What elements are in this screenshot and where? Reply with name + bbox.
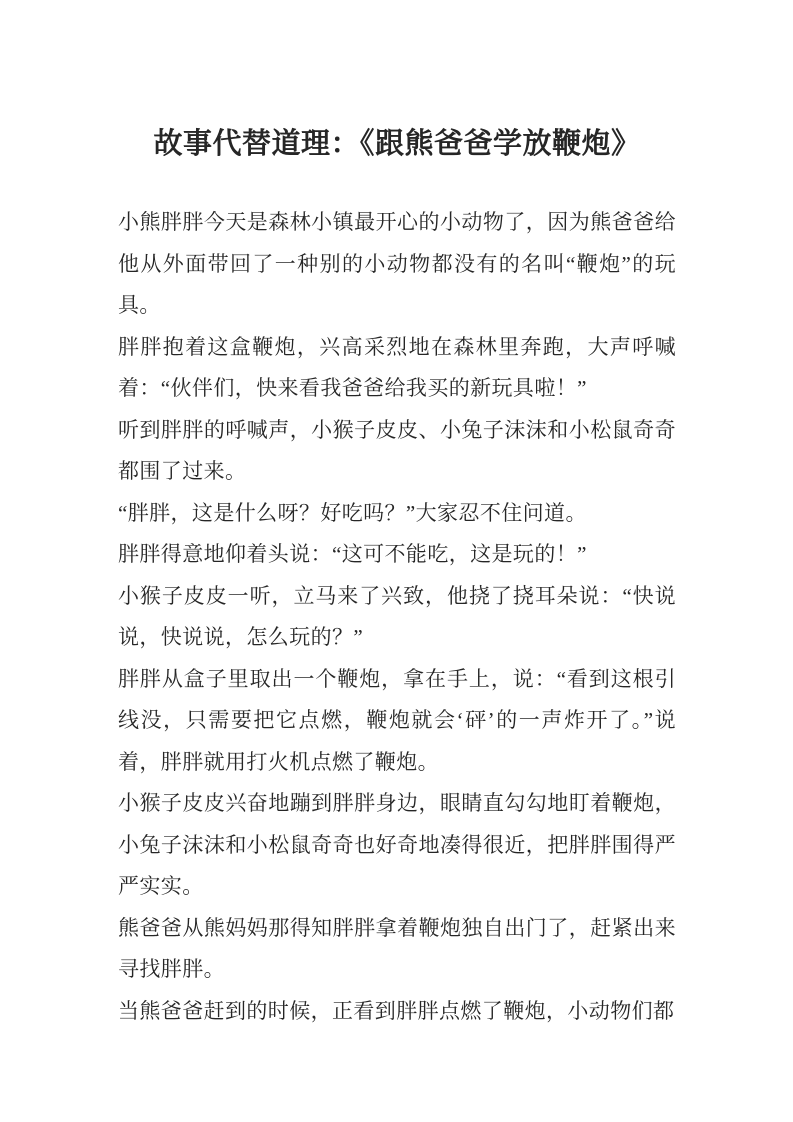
document-title: 故事代替道理：《跟熊爸爸学放鞭炮》 xyxy=(153,128,641,160)
paragraph-1: 小熊胖胖今天是森林小镇最开心的小动物了，因为熊爸爸给他从外面带回了一种别的小动物都没有的名叫“鞭炮”的玩具。 xyxy=(118,210,676,317)
paragraph-2: 胖胖抱着这盒鞭炮，兴高采烈地在森林里奔跑，大声呼喊着：“伙伴们，快来看我爸爸给我买的新玩具啦！” xyxy=(118,334,676,400)
paragraph-5: 胖胖得意地仰着头说：“这可不能吃，这是玩的！” xyxy=(118,542,587,566)
paragraph-9: 熊爸爸从熊妈妈那得知胖胖拿着鞭炮独自出门了，赶紧出来寻找胖胖。 xyxy=(118,915,676,981)
document-body xyxy=(118,202,676,1032)
paragraph-6: 小猴子皮皮一听，立马来了兴致，他挠了挠耳朵说：“快说说，快说说，怎么玩的？” xyxy=(118,583,676,649)
paragraph-7: 胖胖从盒子里取出一个鞭炮，拿在手上，说：“看到这根引线没，只需要把它点燃，鞭炮就会‘砰’的一声炸开了。”说着，胖胖就用打火机点燃了鞭炮。 xyxy=(118,666,676,774)
paragraph-8: 小猴子皮皮兴奋地蹦到胖胖身边，眼睛直勾勾地盯着鞭炮，小兔子沫沫和小松鼠奇奇也好奇地凑得很近，把胖胖围得严严实实。 xyxy=(118,791,676,898)
paragraph-3: 听到胖胖的呼喊声，小猴子皮皮、小兔子沫沫和小松鼠奇奇都围了过来。 xyxy=(118,417,676,483)
paragraph-10: 当熊爸爸赶到的时候，正看到胖胖点燃了鞭炮，小动物们都 xyxy=(118,998,675,1023)
paragraph-4: “胖胖，这是什么呀？好吃吗？”大家忍不住问道。 xyxy=(118,500,587,525)
